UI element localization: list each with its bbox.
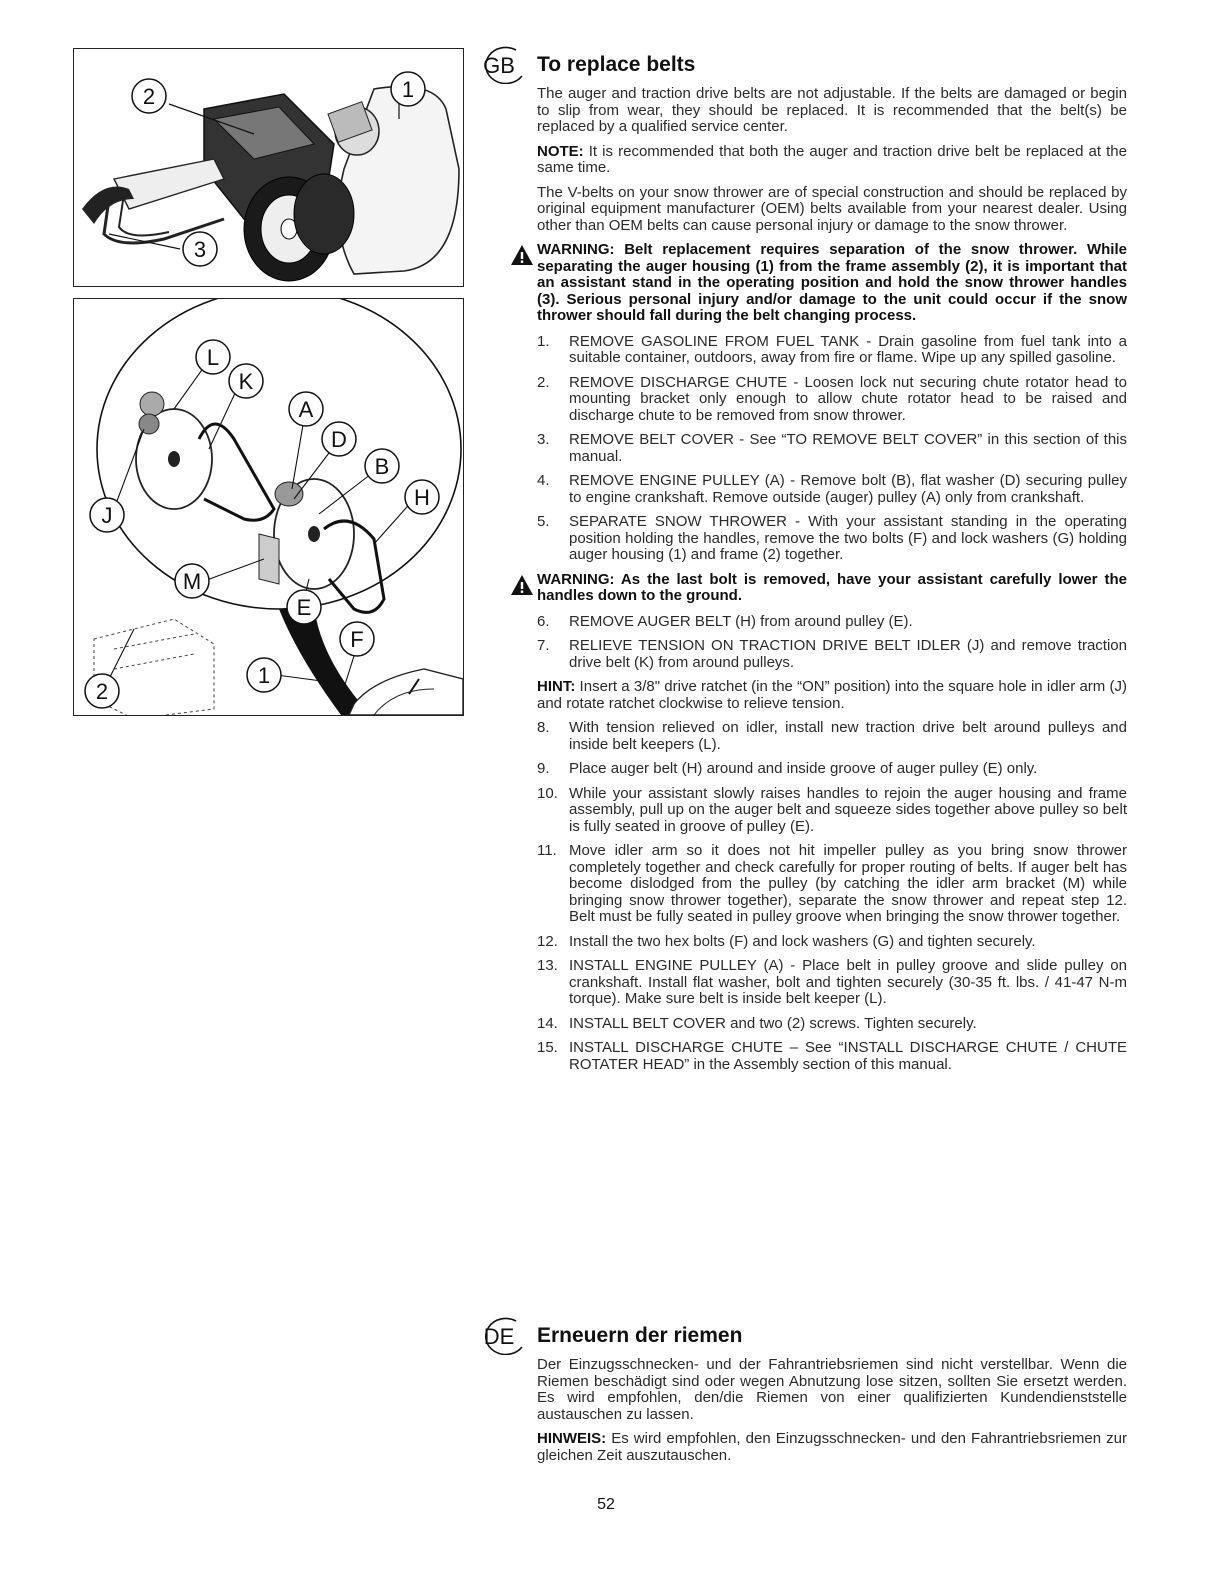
step-item: 1. REMOVE GASOLINE FROM FUEL TANK - Drain gasoline from fuel tank into a suitable container, outdoors, away from fire or flame. Wipe up any spilled gasoline. (537, 332, 1127, 366)
callout-J (90, 498, 124, 532)
svg-text:K: K (238, 369, 254, 394)
warning-icon (510, 244, 534, 266)
gb-heading (483, 52, 1127, 86)
de-title: Erneuern der riemen (537, 1324, 743, 1347)
svg-text:3: 3 (193, 237, 207, 262)
svg-text:DE: DE (483, 1324, 515, 1349)
gb-language-badge (472, 44, 530, 84)
gb-steps-6-7 (537, 614, 1127, 672)
callout-3 (183, 232, 217, 266)
gb-section (483, 52, 1127, 1081)
step-item: 7. RELIEVE TENSION ON TRACTION DRIVE BELT IDLER (J) and remove traction drive belt (K) from around pulleys. (537, 637, 1127, 671)
svg-text:M: M (182, 569, 202, 594)
callout-1 (391, 72, 425, 106)
callout-1-housing (247, 658, 281, 692)
step-item: 15. INSTALL DISCHARGE CHUTE – See “INSTALL DISCHARGE CHUTE / CHUTE ROTATER HEAD” in the Assembly section of this manual. (537, 1039, 1127, 1073)
callout-F (340, 622, 374, 656)
step-item: 13. INSTALL ENGINE PULLEY (A) - Place belt in pulley groove and slide pulley on crankshaft. Install flat washer, bolt and tighten securely (30-35 ft. lbs. / 41-47 N-m torque). Make sure belt is inside belt keeper (L). (537, 957, 1127, 1007)
snow-thrower-separation-illustration (73, 48, 464, 287)
gb-title: To replace belts (537, 53, 696, 76)
gb-hint: HINT: Insert a 3/8" drive ratchet (in the “ON” position) into the square hole in idler arm (J) and rotate ratchet clockwise to relieve tension. (537, 678, 1127, 712)
gb-note: NOTE: It is recommended that both the auger and traction drive belt be replaced at the same time. (537, 142, 1127, 176)
callout-E (287, 590, 321, 624)
de-intro: Der Einzugsschnecken- und der Fahrantriebsriemen sind nicht verstellbar. Wenn die Riemen beschädigt sind oder wegen Abnutzung lose sitzen, sollten Sie ersetzt werden. Es wird empfohlen, den/die Riemen von einer qualifizierten Kundendienststelle austauschen zu lassen. (537, 1356, 1127, 1423)
svg-text:L: L (206, 345, 220, 370)
svg-text:GB: GB (483, 53, 515, 78)
svg-text:D: D (331, 427, 347, 452)
callout-A (289, 392, 323, 426)
svg-text:E: E (296, 595, 312, 620)
svg-text:2: 2 (142, 84, 156, 109)
step-item: 5. SEPARATE SNOW THROWER - With your assistant standing in the operating position holding the handles, remove the two bolts (F) and lock washers (G) holding auger housing (1) and frame (2) together. (537, 513, 1127, 563)
callout-L (196, 340, 230, 374)
step-item: 6. REMOVE AUGER BELT (H) from around pulley (E). (537, 612, 913, 630)
svg-text:1: 1 (401, 77, 415, 102)
gb-warning-2: WARNING: As the last bolt is removed, have your assistant carefully lower the handles down to the ground. (537, 572, 1127, 605)
callout-K (229, 364, 263, 398)
gb-steps-1-5 (537, 334, 1127, 564)
gb-steps-8-15 (537, 720, 1127, 1073)
svg-text:F: F (350, 627, 364, 652)
de-section (483, 1323, 1127, 1472)
svg-text:H: H (414, 485, 430, 510)
warning-icon (510, 574, 534, 596)
svg-text:1: 1 (257, 663, 271, 688)
step-item: 14. INSTALL BELT COVER and two (2) screws. Tighten securely. (537, 1014, 977, 1032)
step-item: 3. REMOVE BELT COVER - See “TO REMOVE BELT COVER” in this section of this manual. (537, 431, 1127, 465)
step-item: 11. Move idler arm so it does not hit impeller pulley as you bring snow thrower completely together and check carefully for proper routing of belts. If auger belt has become dislodged from the pulley (by catching the idler arm bracket (M) while bringing snow thrower together), separate the snow thrower and repeat step 12. Belt must be fully seated in pulley groove when bringing the snow thrower together. (537, 842, 1127, 925)
belt-routing-illustration (73, 298, 464, 716)
svg-text:A: A (298, 397, 314, 422)
belt-routing-drawing (74, 299, 463, 715)
callout-D (322, 422, 356, 456)
callout-H (405, 480, 439, 514)
callout-B (365, 449, 399, 483)
de-heading (483, 1323, 1127, 1357)
svg-text:B: B (374, 454, 390, 479)
step-item: 4. REMOVE ENGINE PULLEY (A) - Remove bolt (B), flat washer (D) securing pulley to engine crankshaft. Remove outside (auger) pulley (A) only from crankshaft. (537, 472, 1127, 506)
gb-intro: The auger and traction drive belts are not adjustable. If the belts are damaged or begin to slip from wear, they should be replaced. It is recommended that the belt(s) be replaced by a qualified service center. (537, 85, 1127, 135)
callout-2 (132, 79, 166, 113)
callout-2-frame (85, 674, 119, 708)
snow-thrower-drawing (74, 49, 463, 286)
gb-warning-1: WARNING: Belt replacement requires separation of the snow thrower. While separating the auger housing (1) from the frame assembly (2), it is important that an assistant stand in the operating position and hold the snow thrower handles (3). Serious personal injury and/or damage to the unit could occur if the snow thrower should fall during the belt changing process. (537, 242, 1127, 325)
step-item: 12. Install the two hex bolts (F) and lock washers (G) and tighten securely. (537, 932, 1036, 950)
de-note: HINWEIS: Es wird empfohlen, den Einzugsschnecken- und den Fahrantriebsriemen zur gleichen Zeit auszutauschen. (537, 1430, 1127, 1464)
gb-vbelts: The V-belts on your snow thrower are of special construction and should be replaced by original equipment manufacturer (OEM) belts available from your nearest dealer. Using other than OEM belts can cause personal injury or damage to the snow thrower. (537, 183, 1127, 234)
svg-text:J: J (101, 503, 113, 528)
step-item: 9. Place auger belt (H) around and inside groove of auger pulley (E) only. (537, 760, 1038, 777)
step-item: 10. While your assistant slowly raises handles to rejoin the auger housing and frame assembly, pull up on the auger belt and squeeze sides together above pulley so belt is fully seated in groove of pulley (E). (537, 784, 1127, 835)
step-item: 8. With tension relieved on idler, install new traction drive belt around pulleys and inside belt keepers (L). (537, 719, 1127, 753)
de-language-badge (472, 1315, 530, 1355)
callout-M (175, 564, 209, 598)
page-number: 52 (597, 1496, 615, 1513)
svg-text:2: 2 (95, 679, 109, 704)
step-item: 2. REMOVE DISCHARGE CHUTE - Loosen lock nut securing chute rotator head to mounting bracket only enough to allow chute rotator head to be raised and discharge chute to be removed from snow thrower. (537, 373, 1127, 424)
